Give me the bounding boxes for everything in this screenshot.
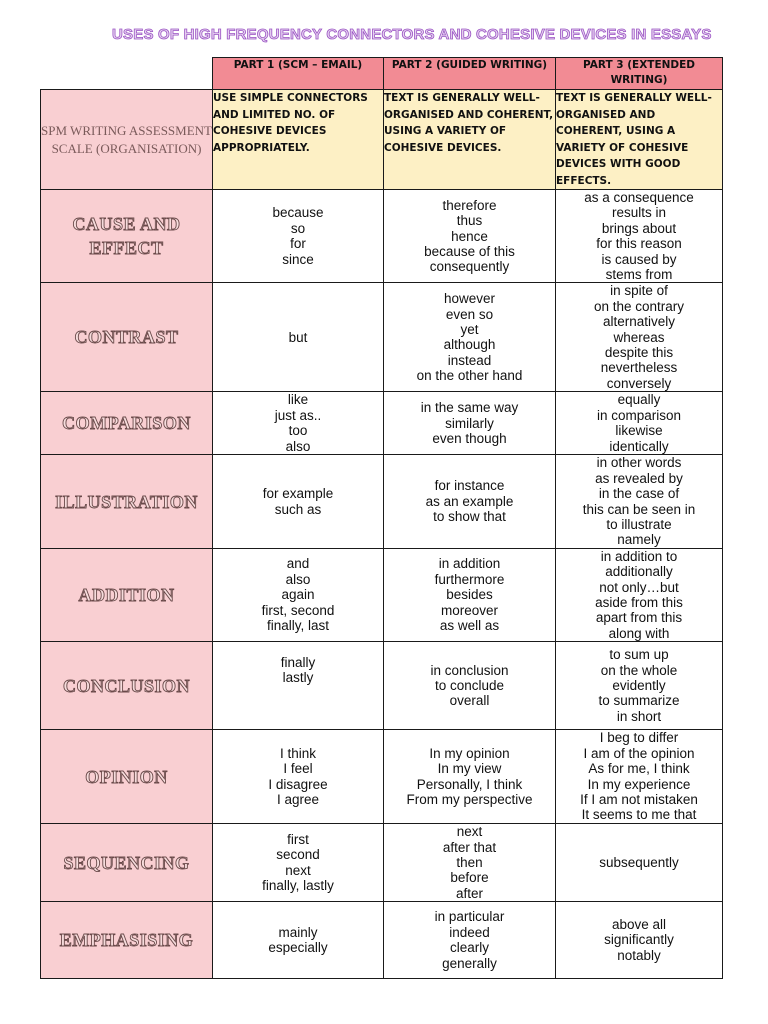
connector-item: subsequently <box>599 854 679 870</box>
part-1-connectors <box>213 283 384 392</box>
connector-item: conversely <box>606 375 672 391</box>
connector-item: next <box>456 824 483 840</box>
connector-item: I am of the opinion <box>583 745 695 761</box>
connector-item: finally, lastly <box>262 878 334 894</box>
category-label: COMPARISON <box>41 392 213 455</box>
part-3-connectors <box>556 902 723 979</box>
part-1-header: PART 1 (SCM – EMAIL) <box>213 58 384 90</box>
category-row <box>41 730 723 824</box>
connector-item: overall <box>449 693 490 709</box>
category-row <box>41 902 723 979</box>
part-2-descriptor: TEXT IS GENERALLY WELL-ORGANISED AND COHERENT, USING A VARIETY OF COHESIVE DEVICES. <box>384 90 556 190</box>
connector-item: also <box>285 438 311 454</box>
connector-item: again <box>281 587 315 603</box>
connector-item: after <box>455 885 483 901</box>
part-2-connectors <box>384 730 556 824</box>
connector-item: as well as <box>439 618 500 634</box>
connector-item: If I am not mistaken <box>580 792 698 808</box>
connector-item: yet <box>460 321 479 337</box>
connector-item: especially <box>268 940 328 956</box>
connector-item: so <box>290 220 306 236</box>
connector-item: to show that <box>433 509 506 525</box>
part-1-connectors <box>213 730 384 824</box>
connector-item: such as <box>274 501 322 517</box>
connector-item: in comparison <box>596 407 682 423</box>
category-label: SEQUENCING <box>41 824 213 902</box>
connector-item: finally, last <box>266 618 330 634</box>
connector-item: clearly <box>449 940 489 956</box>
connector-item: first, second <box>261 602 335 618</box>
connector-item <box>213 701 383 716</box>
category-label: CONTRAST <box>41 283 213 392</box>
connector-item: even though <box>432 430 507 446</box>
connector-item: I think <box>279 745 317 761</box>
connector-item: significantly <box>604 932 674 948</box>
part-1-connectors <box>213 824 384 902</box>
category-label: EMPHASISING <box>41 902 213 979</box>
connector-item: although <box>443 337 496 353</box>
connector-item: before <box>450 870 489 886</box>
part-3-connectors <box>556 190 723 283</box>
category-row <box>41 392 723 455</box>
category-row <box>41 455 723 548</box>
connector-item: because of this <box>424 243 515 259</box>
connector-item <box>213 686 383 701</box>
connector-item: for instance <box>434 478 505 494</box>
connector-item: for <box>290 236 306 252</box>
rubric-row <box>41 90 723 190</box>
part-3-connectors <box>556 730 723 824</box>
connector-item: to sum up <box>609 647 669 663</box>
category-label: CONCLUSION <box>41 642 213 730</box>
part-3-connectors <box>556 548 723 641</box>
connector-item: aside from this <box>595 594 683 610</box>
connector-item: moreover <box>440 602 499 618</box>
connector-item: also <box>285 571 311 587</box>
part-2-connectors <box>384 283 556 392</box>
connector-item: but <box>288 329 308 345</box>
category-row <box>41 283 723 392</box>
connector-item: mainly <box>278 924 318 940</box>
connector-item: in the same way <box>420 400 519 416</box>
connector-item: I disagree <box>268 776 328 792</box>
part-3-connectors <box>556 824 723 902</box>
connector-item: in the case of <box>598 486 680 502</box>
category-rows <box>41 190 723 979</box>
part-1-connectors <box>213 902 384 979</box>
connector-item: however <box>443 291 496 307</box>
part-2-connectors <box>384 455 556 548</box>
connector-item: instead <box>447 352 492 368</box>
connector-item: to conclude <box>434 677 505 693</box>
connector-item: in conclusion <box>430 662 509 678</box>
connector-item: despite this <box>604 345 674 361</box>
part-1-connectors <box>213 190 384 283</box>
connector-item: lastly <box>282 670 314 686</box>
connector-item: for this reason <box>596 236 682 252</box>
connector-item: and <box>286 556 310 572</box>
connector-item: first <box>287 831 309 847</box>
connector-item: on the whole <box>600 662 678 678</box>
connector-item: as an example <box>425 493 514 509</box>
part-3-connectors <box>556 455 723 548</box>
connector-item: I feel <box>283 761 313 777</box>
category-row <box>41 190 723 283</box>
connector-item: even so <box>445 306 494 322</box>
connector-item: for example <box>262 486 334 502</box>
connector-item: to summarize <box>598 693 680 709</box>
connector-item: in short <box>616 708 662 724</box>
connector-item: to illustrate <box>606 516 672 532</box>
assessment-scale-label: SPM WRITING ASSESSMENT SCALE (ORGANISATION) <box>41 90 213 190</box>
category-label: CAUSE AND EFFECT <box>41 190 213 283</box>
category-label: ILLUSTRATION <box>41 455 213 548</box>
connector-item: nevertheless <box>600 360 678 376</box>
part-2-connectors <box>384 548 556 641</box>
connector-item: furthermore <box>434 571 505 587</box>
connector-item: above all <box>611 917 667 933</box>
connector-item: not only…but <box>599 579 679 595</box>
page-title: USES OF HIGH FREQUENCY CONNECTORS AND COHESIVE DEVICES IN ESSAYS <box>112 26 712 43</box>
connector-item: likewise <box>615 423 663 439</box>
category-row <box>41 642 723 730</box>
category-row <box>41 548 723 641</box>
connector-item: on the contrary <box>593 298 685 314</box>
part-2-header: PART 2 (GUIDED WRITING) <box>384 58 556 90</box>
connector-item: I beg to differ <box>599 730 679 746</box>
category-row <box>41 824 723 902</box>
connector-item: therefore <box>442 197 497 213</box>
connector-item: then <box>456 854 483 870</box>
connector-item: because <box>272 205 324 221</box>
connector-item: identically <box>609 438 669 454</box>
connector-item: in addition to <box>600 548 678 564</box>
connector-item: alternatively <box>602 314 676 330</box>
connectors-table <box>40 57 723 979</box>
connector-item: In my view <box>437 761 502 777</box>
connector-item: From my perspective <box>406 792 533 808</box>
connector-item: finally <box>280 654 316 670</box>
connector-item: along with <box>608 625 670 641</box>
connector-item: like <box>287 392 309 408</box>
connector-item: evidently <box>612 677 666 693</box>
part-1-connectors <box>213 642 384 730</box>
connector-item: It seems to me that <box>581 807 697 823</box>
part-2-connectors <box>384 190 556 283</box>
connector-item: I agree <box>276 792 320 808</box>
corner-blank <box>41 58 213 90</box>
connector-item: brings about <box>601 220 677 236</box>
connector-item: As for me, I think <box>588 761 690 777</box>
part-2-connectors <box>384 902 556 979</box>
connector-item: this can be seen in <box>582 501 696 517</box>
connector-item: whereas <box>613 329 665 345</box>
connector-item: in particular <box>434 909 505 925</box>
connector-item: is caused by <box>601 251 677 267</box>
category-label: OPINION <box>41 730 213 824</box>
connector-item: consequently <box>429 259 510 275</box>
connector-item: on the other hand <box>416 368 523 384</box>
part-3-header: PART 3 (EXTENDED WRITING) <box>556 58 723 90</box>
connector-item: In my experience <box>587 776 691 792</box>
part-3-connectors <box>556 283 723 392</box>
category-label: ADDITION <box>41 548 213 641</box>
connector-item: equally <box>617 392 661 408</box>
connector-item: additionally <box>605 564 673 580</box>
connector-item: besides <box>446 587 493 603</box>
connector-item: too <box>288 423 308 439</box>
part-3-descriptor: TEXT IS GENERALLY WELL-ORGANISED AND COHERENT, USING A VARIETY OF COHESIVE DEVICES WITH GOOD EFFECTS. <box>556 90 723 190</box>
connector-item: indeed <box>449 924 490 940</box>
connector-item: just as.. <box>274 407 322 423</box>
connector-item: namely <box>617 532 661 548</box>
connector-item: stems from <box>605 267 673 283</box>
part-1-connectors <box>213 548 384 641</box>
part-2-connectors <box>384 824 556 902</box>
part-1-descriptor: USE SIMPLE CONNECTORS AND LIMITED NO. OF COHESIVE DEVICES APPROPRIATELY. <box>213 90 384 190</box>
part-1-connectors <box>213 455 384 548</box>
part-3-connectors <box>556 642 723 730</box>
connector-item: apart from this <box>595 610 683 626</box>
connector-item: second <box>276 847 320 863</box>
connector-item: results in <box>611 205 667 221</box>
connector-item: generally <box>442 955 497 971</box>
part-2-connectors <box>384 392 556 455</box>
part-header-row <box>41 58 723 90</box>
connector-item: in addition <box>438 556 501 572</box>
part-2-connectors <box>384 642 556 730</box>
connector-item: in other words <box>596 455 682 471</box>
connector-item: thus <box>456 213 483 229</box>
connector-item: in spite of <box>610 283 668 299</box>
connector-item: notably <box>617 947 661 963</box>
connector-item: after that <box>442 839 497 855</box>
connector-item: next <box>285 862 311 878</box>
connector-item: as a consequence <box>584 190 694 205</box>
connector-item: In my opinion <box>429 745 510 761</box>
connector-item: hence <box>451 228 488 244</box>
connector-item: Personally, I think <box>416 776 523 792</box>
connector-item: similarly <box>445 415 494 431</box>
connector-item: as revealed by <box>595 470 683 486</box>
part-1-connectors <box>213 392 384 455</box>
connector-item: since <box>282 251 314 267</box>
part-3-connectors <box>556 392 723 455</box>
